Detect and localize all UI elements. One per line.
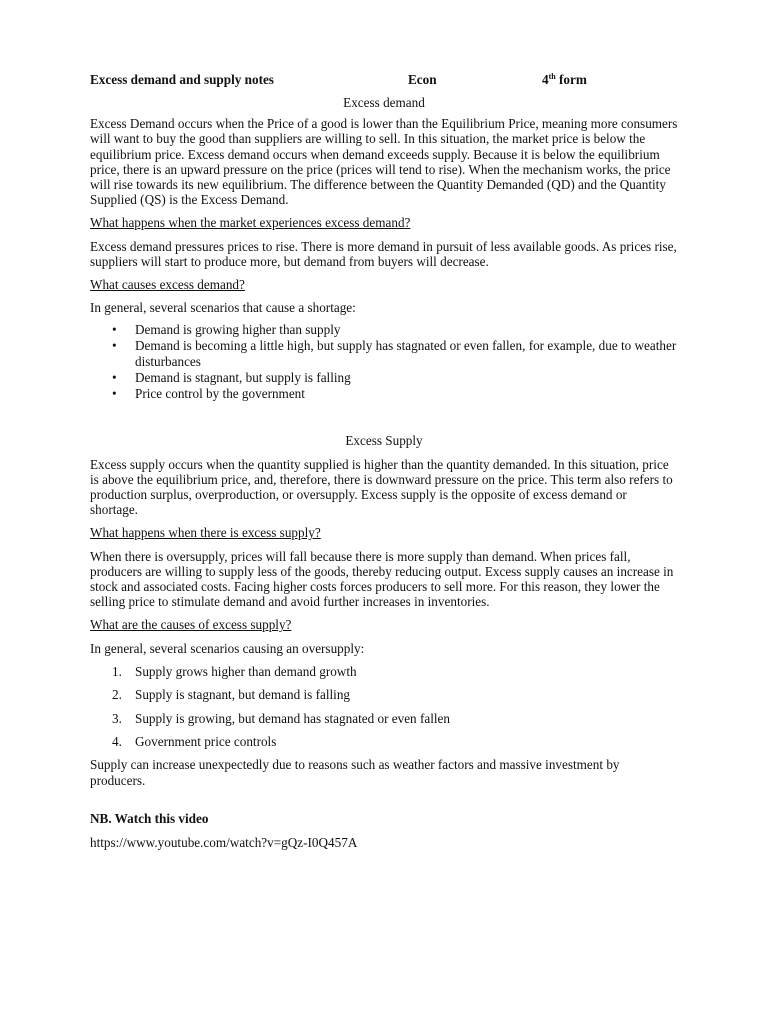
form-word: form — [559, 72, 587, 87]
excess-supply-question-1: What happens when there is excess supply? — [90, 525, 321, 541]
subject-label: Econ — [408, 72, 437, 87]
form-number: 4 — [542, 72, 549, 87]
list-item — [90, 370, 678, 386]
list-item — [90, 711, 678, 726]
list-item-text: Demand is growing higher than supply — [135, 322, 341, 338]
excess-supply-answer-1: When there is oversupply, prices will fall because there is more supply than demand. When prices fall, producers are willing to supply less of the goods, thereby reducing output. Excess supply causes an increase in stock and associated costs. Facing higher costs forces producers to sell more. For this reason, they lower the selling price to stimulate demand and avoid further increases in inventories. — [90, 548, 674, 610]
excess-supply-causes-list — [90, 664, 678, 749]
excess-demand-definition: Excess Demand occurs when the Price of a good is lower than the Equilibrium Price, meaning more consumers will want to buy the good than suppliers are willing to sell. In this situation, the market price is below the equilibrium price. Excess demand occurs when demand exceeds supply. Because it is below the equilibrium price, there is an upward pressure on the price (prices will tend to rise). When the mechanism works, the price will rise towards its new equilibrium. The difference between the Quantity Demanded (QD) and the Quantity Supplied (QS) is the Excess Demand. — [90, 116, 678, 208]
excess-supply-question-2: What are the causes of excess supply? — [90, 617, 292, 633]
list-item-text: Supply grows higher than demand growth — [135, 663, 357, 679]
document-header — [90, 72, 678, 88]
list-item — [90, 386, 678, 402]
form-label — [542, 72, 587, 88]
list-item-text: Demand is stagnant, but supply is falling — [135, 369, 351, 385]
list-number: 1. — [112, 663, 122, 679]
bullet-icon: • — [112, 322, 117, 338]
list-item — [90, 664, 678, 679]
excess-supply-closing: Supply can increase unexpectedly due to reasons such as weather factors and massive investment by producers. — [90, 757, 620, 788]
form-suffix: th — [548, 72, 556, 81]
list-item — [90, 338, 678, 370]
list-item-text: Demand is becoming a little high, but supply has stagnated or even fallen, for example, due to weather disturbances — [135, 338, 677, 370]
document-title: Excess demand and supply notes — [90, 72, 274, 87]
excess-demand-causes-list — [90, 322, 678, 401]
list-item — [90, 687, 678, 702]
list-item-text: Government price controls — [135, 734, 277, 750]
list-item — [90, 734, 678, 749]
list-number: 4. — [112, 734, 122, 750]
bullet-icon: • — [112, 369, 117, 385]
video-note-label: NB. Watch this video — [90, 810, 209, 826]
list-number: 2. — [112, 687, 122, 703]
excess-demand-heading: Excess demand — [343, 95, 425, 110]
excess-supply-definition: Excess supply occurs when the quantity supplied is higher than the quantity demanded. In this situation, price is above the equilibrium price, and, therefore, there is downward pressure on the price. This term also refers to production surplus, overproduction, or oversupply. Excess supply is the opposite of excess demand or shortage. — [90, 456, 673, 518]
list-item — [90, 322, 678, 338]
excess-supply-heading: Excess Supply — [345, 433, 423, 449]
list-item-text: Price control by the government — [135, 385, 305, 401]
video-link[interactable]: https://www.youtube.com/watch?v=gQz-I0Q457A — [90, 835, 358, 851]
excess-demand-answer-2-intro: In general, several scenarios that cause a shortage: — [90, 300, 356, 316]
excess-supply-answer-2-intro: In general, several scenarios causing an oversupply: — [90, 640, 365, 656]
list-number: 3. — [112, 710, 122, 726]
bullet-icon: • — [112, 385, 117, 401]
excess-demand-question-2: What causes excess demand? — [90, 277, 245, 293]
list-item-text: Supply is stagnant, but demand is falling — [135, 687, 351, 703]
excess-demand-answer-1: Excess demand pressures prices to rise. There is more demand in pursuit of less available goods. As prices rise, suppliers will start to produce more, but demand from buyers will decrease. — [90, 238, 677, 269]
excess-demand-question-1: What happens when the market experiences excess demand? — [90, 215, 411, 231]
bullet-icon: • — [112, 338, 117, 354]
list-item-text: Supply is growing, but demand has stagnated or even fallen — [135, 710, 450, 726]
